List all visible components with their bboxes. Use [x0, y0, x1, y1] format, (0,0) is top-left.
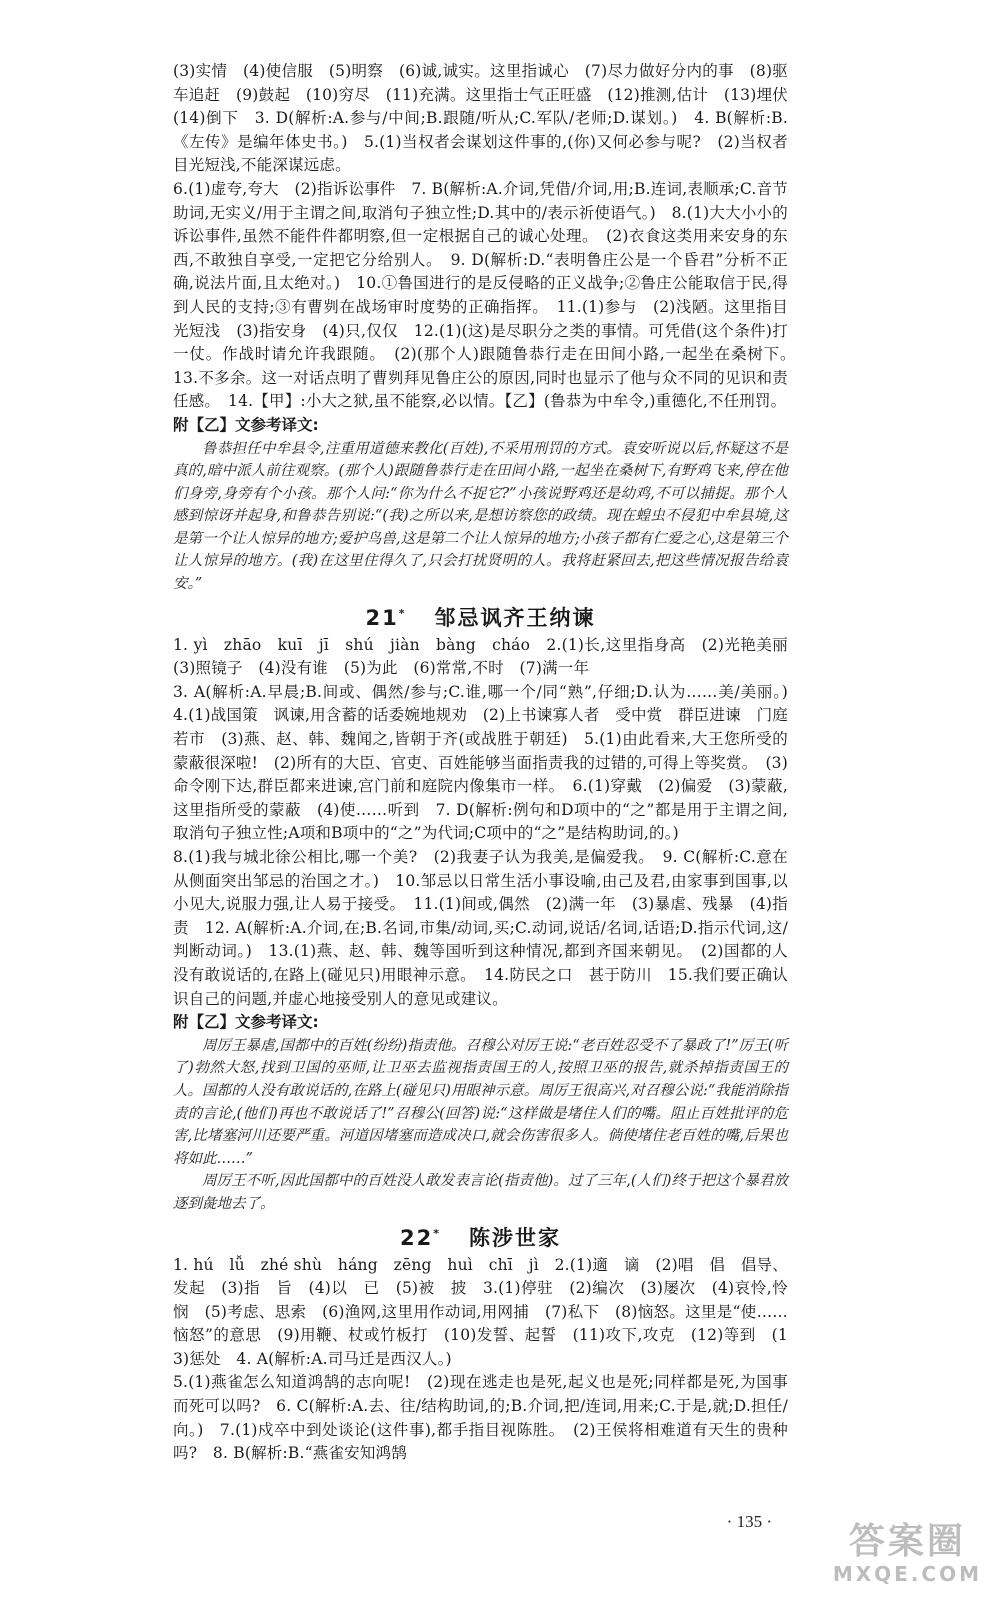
answer-paragraph: 1. hú lǚ zhé shù háng zēng huì chī jì 2.(1)適 谪 (2)唱 倡 倡导、发起 (3)指 旨 (4)以 已 (5)被 披 3.(1)停驻 (2)编次 (3)屡次 (4)哀怜,怜悯 (5)考虑、思索 (6)渔网,这里用作动词,用网捕 (7)私下 (8)恼怒。这里是“使……恼怒”的意思 (9)用鞭、杖或竹板打 (10)发誓、起誓 (11)攻下,攻克 (12)等到 (13)惩处 4. A(解析:A.司马迁是西汉人。)	[173, 1255, 788, 1368]
answer-paragraph: (3)实情 (4)使信服 (5)明察 (6)诚,诚实。这里指诚心 (7)尽力做好分内的事 (8)驱车追赶 (9)鼓起 (10)穷尽 (11)充满。这里指士气正旺盛 (12)推测,估计 (13)埋伏 (14)倒下 3. D(解析:A.参与/中间;B.跟随/听从;C.军队/老师;D.谋划。) 4. B(解析:B.《左传》是编年体史书。) 5.(1)当权者会谋划这件事的,(你)又何必参与呢? (2)当权者目光短浅,不能深谋远虑。	[173, 62, 804, 175]
answer-paragraph: 6.(1)虚夸,夸大 (2)指诉讼事件 7. B(解析:A.介词,凭借/介词,用;B.连词,表顺承;C.音节助词,无实义/用于主谓之间,取消句子独立性;D.其中的/表示祈使语气。) 8.(1)大大小小的诉讼事件,虽然不能件件都明察,但一定根据自己的诚心处理。 (2)衣食这类用来安身的东西,不敢独自享受,一定把它分给别人。 9. D(解析:D.“表明鲁庄公是一个昏君”分析不正确,说法片面,且太绝对。) 10.①鲁国进行的是反侵略的正义战争;②鲁庄公能取信于民,得到人民的支持;③有曹刿在战场审时度势的正确指挥。 11.(1)参与 (2)浅陋。这里指目光短浅 (3)指安身 (4)只,仅仅 12.(1)(这)是尽职分之类的事情。可凭借(这个条件)打一仗。作战时请允许我跟随。 (2)(那个人)跟随鲁恭行走在田间小路,一起坐在桑树下。 13.不多余。这一对话点明了曹刿拜见鲁庄公的原因,同时也显示了他与众不同的见识和责任感。 14.【甲】:小大之狱,虽不能察,必以情。【乙】(鲁恭为中牟令,)重德化,不任刑罚。	[173, 179, 804, 411]
annex-label: 附【乙】文参考译文:	[173, 1013, 319, 1032]
answer-paragraph: 1. yì zhāo kuī jī shú jiàn bàng cháo 2.(1)长,这里指身高 (2)光艳美丽 (3)照镜子 (4)没有谁 (5)为此 (6)常常,不时 (7)满一年	[173, 635, 804, 678]
translation-paragraph: 周厉王不听,因此国都中的百姓没人敢发表言论(指责他)。过了三年,(人们)终于把这个暴君放逐到彘地去了。	[173, 1173, 788, 1212]
section-title-22	[173, 1218, 788, 1254]
answer-column	[173, 60, 804, 1466]
watermark-logo	[833, 1522, 982, 1586]
section-name: 邹忌讽齐王纳谏	[434, 605, 596, 630]
translation-paragraph: 周厉王暴虐,国都中的百姓(纷纷)指责他。召穆公对厉王说:“老百姓忍受不了暴政了!”厉王(听了)勃然大怒,找到卫国的巫师,让卫巫去监视指责国王的人,按照卫巫的报告,就杀掉指责国王的人。国都的人没有敢说话的,在路上(碰见只)用眼神示意。周厉王很高兴,对召穆公说:“我能消除指责的言论,(他们)再也不敢说话了!”召穆公(回答)说:“这样做是堵住人们的嘴。阻止百姓批评的危害,比堵塞河川还要严重。河道因堵塞而造成决口,就会伤害很多人。倘使堵住老百姓的嘴,后果也将如此……”	[173, 1037, 788, 1167]
annex-label: 附【乙】文参考译文:	[173, 415, 319, 434]
section-title-21	[173, 598, 788, 634]
section-name: 陈涉世家	[468, 1225, 561, 1250]
watermark-url: MXQE.COM	[832, 1562, 982, 1586]
translation-paragraph: 鲁恭担任中牟县令,注重用道德来教化(百姓),不采用刑罚的方式。袁安听说以后,怀疑这不是真的,暗中派人前往观察。(那个人)跟随鲁恭行走在田间小路,一起坐在桑树下,有野鸡飞来,停在他们身旁,身旁有个小孩。那个人问:“你为什么不捉它?”小孩说野鸡还是幼鸡,不可以捕捉。那个人感到惊讶并起身,和鲁恭告别说:“(我)之所以来,是想访察您的政绩。现在蝗虫不侵犯中牟县境,这是第一个让人惊异的地方;爱护鸟兽,这是第二个让人惊异的地方;小孩子都有仁爱之心,这是第三个让人惊异的地方。(我)在这里住得久了,只会打扰贤明的人。我将赶紧回去,把这些情况报告给袁安。”	[173, 440, 788, 593]
optional-mark: *	[433, 1226, 442, 1240]
section-number: 21	[365, 605, 399, 630]
page-number: · 135 ·	[726, 1512, 772, 1531]
watermark-text: 答案圈	[848, 1521, 966, 1562]
answer-paragraph: 8.(1)我与城北徐公相比,哪一个美? (2)我妻子认为我美,是偏爱我。 9. C(解析:C.意在从侧面突出邹忌的治国之才。) 10.邹忌以日常生活小事设喻,由己及君,由家事到国事,以小见大,说服力强,让人易于接受。 11.(1)间或,偶然 (2)满一年 (3)暴虐、残暴 (4)指责 12. A(解析:A.介词,在;B.名词,市集/动词,买;C.动词,说话/名词,话语;D.指示代词,这/判断动词。) 13.(1)燕、赵、韩、魏等国听到这种情况,都到齐国来朝见。 (2)国都的人没有敢说话的,在路上(碰见只)用眼神示意。 14.防民之口 甚于防川 15.我们要正确认识自己的问题,并虚心地接受别人的意见或建议。	[173, 848, 788, 1008]
answer-paragraph: 5.(1)燕雀怎么知道鸿鹄的志向呢! (2)现在逃走也是死,起义也是死;同样都是死,为国事而死可以吗? 6. C(解析:A.去、往/结构助词,的;B.介词,把/连词,用来;C.于是,就;D.担任/向。) 7.(1)戍卒中到处谈论(这件事),都手指目视陈胜。 (2)王侯将相难道有天生的贵种吗? 8. B(解析:B.“燕雀安知鸿鹄	[173, 1373, 788, 1463]
optional-mark: *	[398, 606, 407, 620]
section-number: 22	[400, 1225, 434, 1250]
answer-paragraph: 3. A(解析:A.早晨;B.间或、偶然/参与;C.谁,哪一个/同“熟”,仔细;D.认为……美/美丽。) 4.(1)战国策 讽谏,用含蓄的话委婉地规劝 (2)上书谏寡人者 受中赏 群臣进谏 门庭若市 (3)燕、赵、韩、魏闻之,皆朝于齐(或战胜于朝廷) 5.(1)由此看来,大王您所受的蒙蔽很深啦! (2)所有的大臣、官吏、百姓能够当面指责我的过错的,可得上等奖赏。 (3)命令刚下达,群臣都来进谏,宫门前和庭院内像集市一样。 6.(1)穿戴 (2)偏爱 (3)蒙蔽,这里指所受的蒙蔽 (4)使……听到 7. D(解析:例句和D项中的“之”都是用于主谓之间,取消句子独立性;A项和B项中的“之”为代词;C项中的“之”是结构助词,的。)	[173, 682, 804, 843]
